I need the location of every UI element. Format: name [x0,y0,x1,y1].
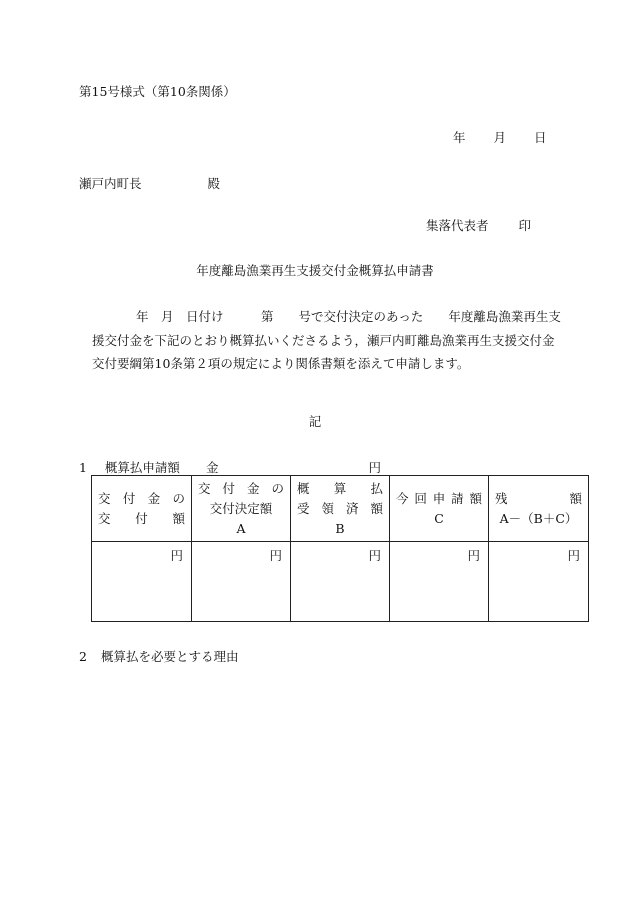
header-line: B [335,520,345,536]
addressee [79,174,220,192]
header-line: 今 回 申 請 額 [396,490,482,506]
header-line: 交 付 金 の [98,490,185,506]
form-number: 第15号様式（第10条関係） [79,84,236,99]
item-1-label: 概算払申請額 [104,460,180,475]
date-month: 月 [493,130,507,145]
date-day: 日 [534,130,547,145]
ki-heading: 記 [308,414,322,429]
table-value-cell[interactable]: 円 [192,542,291,622]
table-header-cell [291,476,390,542]
table-header-cell [92,476,192,542]
representative-label: 集落代表者 [426,218,489,233]
header-line: 概 算 払 [297,480,383,496]
header-line: C [434,510,444,526]
table-value-cell[interactable]: 円 [390,542,489,622]
table-value-cell[interactable]: 円 [291,542,390,622]
body-paragraph: 年 月 日付け 第 号で交付決定のあった 年度離島漁業再生支援交付金を下記のとおり概算払いくださるよう，瀬戸内町離島漁業再生支援交付金交付要綱第10条第２項の規定により関係書類を添えて申請します。 [92,309,561,371]
item-1 [79,458,381,476]
addressee-name: 瀬戸内町長 [79,176,142,191]
header-line: 残 額 [495,490,582,506]
table-header-cell [192,476,291,542]
item-2-label: 概算払を必要とする理由 [100,649,239,664]
item-2 [79,647,238,665]
representative [426,216,531,234]
item-1-number: 1 [79,460,87,475]
item-1-en: 円 [368,460,381,475]
table-header-cell [390,476,489,542]
date-line [453,128,547,146]
item-2-number: 2 [79,649,87,664]
header-line: 交 付 金 の [198,480,284,496]
header-line: 交付決定額 [209,500,273,516]
amount-table [91,475,589,622]
item-1-kin: 金 [205,460,219,475]
table-header-cell [489,476,589,542]
header-line: A－（B＋C） [499,510,578,526]
header-line: 受 領 済 額 [297,500,383,516]
header-line: 交 付 額 [98,510,185,526]
header-line: A [236,520,246,536]
table-value-cell[interactable]: 円 [92,542,192,622]
document-title: 年度離島漁業再生支援交付金概算払申請書 [196,263,434,278]
addressee-honorific: 殿 [207,176,221,191]
date-year: 年 [453,130,466,145]
seal-mark: 印 [518,218,532,233]
table-value-cell[interactable]: 円 [489,542,589,622]
